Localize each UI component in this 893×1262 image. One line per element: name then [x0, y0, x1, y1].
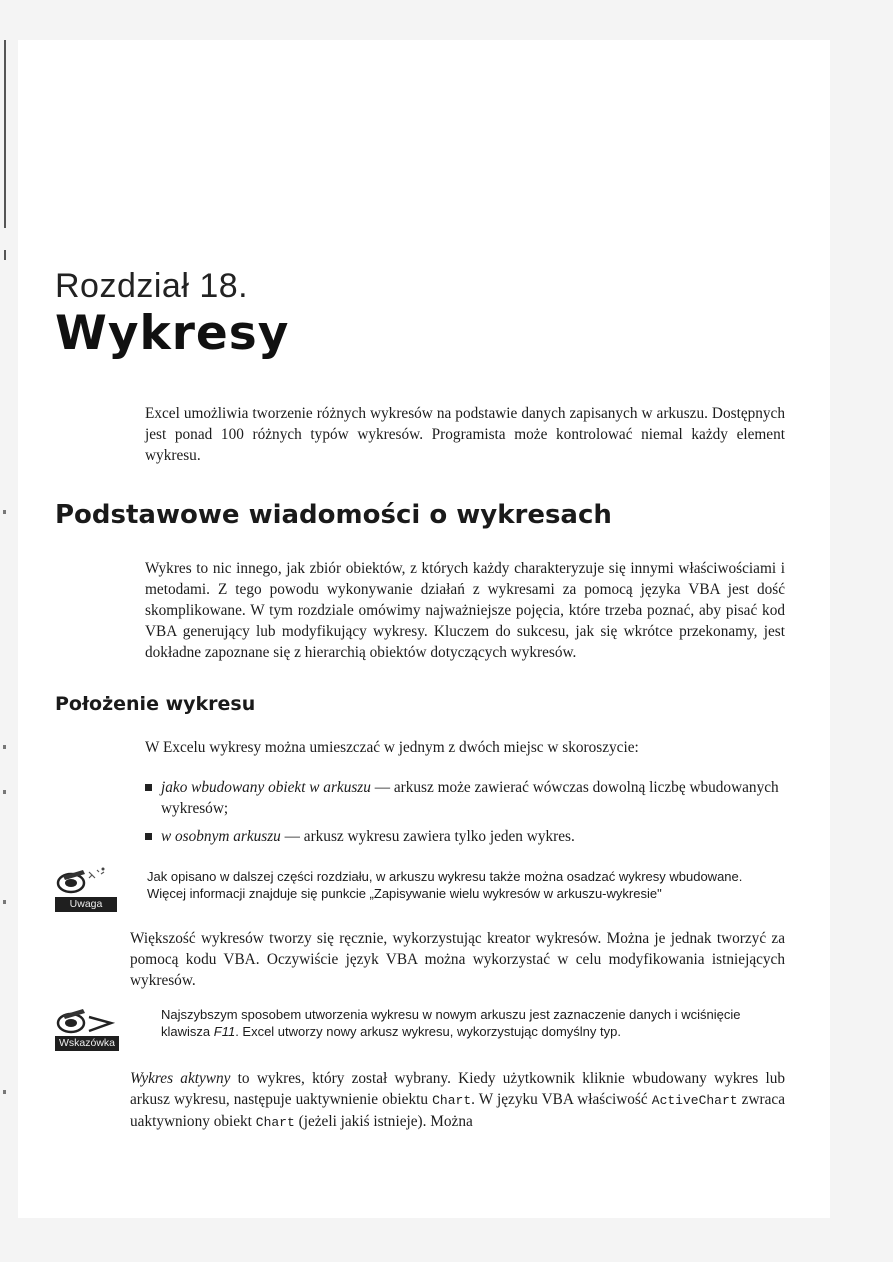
- chapter-number: Rozdział 18.: [55, 267, 249, 305]
- scan-mark: [3, 510, 6, 514]
- list-item-text: [161, 777, 786, 819]
- tip-pointer-icon: [55, 1005, 119, 1037]
- list-item-rest: — arkusz wykresu zawiera tylko jeden wykres.: [280, 828, 575, 845]
- tip-text-part: . Excel utworzy nowy arkusz wykresu, wykorzystując domyślny typ.: [235, 1024, 621, 1039]
- list-item-emphasis: w osobnym arkuszu: [161, 828, 281, 845]
- tip-text-part: Najszybszym sposobem utworzenia wykresu w nowym arkuszu jest zaznaczenie danych i wciśnięcie klawisza: [161, 1007, 741, 1039]
- section-paragraph: Wykres to nic innego, jak zbiór obiektów, z których każdy charakteryzuje się innymi właściwościami i metodami. Z tego powodu wykonywanie działań z wykresami za pomocą języka VBA jest dość skomplikowane. W tym rozdziale omówimy najważniejsze pojęcia, które trzeba poznać, aby pisać kod VBA generujący lub modyfikujący wykresy. Kluczem do sukcesu, jak się wkrótce przekonamy, jest dokładne zapoznane się z hierarchią obiektów dotyczących wykresów.: [145, 560, 785, 661]
- chapter-title: Wykresy: [55, 306, 290, 361]
- body-paragraph: [130, 1068, 785, 1133]
- scan-edge-line: [4, 250, 6, 260]
- scan-edge-line: [4, 40, 6, 228]
- subsection-heading: Położenie wykresu: [55, 693, 256, 715]
- paragraph-text: zwraca uaktywniony obiekt: [130, 1091, 785, 1130]
- bullet-square: [145, 784, 152, 791]
- body-paragraph: Większość wykresów tworzy się ręcznie, wykorzystując kreator wykresów. Można je jednak tworzyć za pomocą kodu VBA. Oczywiście język VBA można wykorzystać w celu modyfikowania istniejących wykresów.: [130, 930, 785, 989]
- lead-paragraph: W Excelu wykresy można umieszczać w jednym z dwóch miejsc w skoroszycie:: [145, 739, 639, 756]
- scan-mark: [3, 1090, 6, 1094]
- tip-label: Wskazówka: [55, 1036, 119, 1051]
- list-item-rest: — arkusz może zawierać wówczas dowolną liczbę wbudowanych wykresów;: [161, 779, 779, 817]
- section-heading: Podstawowe wiadomości o wykresach: [55, 500, 612, 530]
- list-item-text: [161, 826, 786, 847]
- paragraph-text: . W języku VBA właściwość: [471, 1091, 652, 1108]
- code-term: ActiveChart: [651, 1093, 738, 1108]
- scan-mark: [3, 790, 6, 794]
- scan-mark: [3, 745, 6, 749]
- note-label: Uwaga: [55, 897, 117, 912]
- list-item-emphasis: jako wbudowany obiekt w arkuszu: [161, 779, 371, 796]
- note-text: Jak opisano w dalszej części rozdziału, w arkuszu wykresu także można osadzać wykresy wbudowane. Więcej informacji znajduje się punkcie „Zapisywanie wielu wykresów w arkuszu-wykresie": [147, 869, 743, 901]
- tip-text: [161, 1006, 781, 1040]
- term-emphasis: Wykres aktywny: [130, 1070, 231, 1087]
- code-term: Chart: [432, 1093, 472, 1108]
- note-pencil-icon: [55, 866, 117, 898]
- bullet-square: [145, 833, 152, 840]
- code-term: Chart: [255, 1115, 295, 1130]
- intro-paragraph: Excel umożliwia tworzenie różnych wykresów na podstawie danych zapisanych w arkuszu. Dostępnych jest ponad 100 różnych typów wykresów. Programista może kontrolować niemal każdy element wykresu.: [145, 405, 785, 464]
- paragraph-text: (jeżeli jakiś istnieje). Można: [294, 1113, 473, 1130]
- paragraph-text: to wykres, który został wybrany. Kiedy użytkownik kliknie wbudowany wykres lub arkusz wykresu, następuje uaktywnienie obiektu: [130, 1070, 785, 1108]
- tip-icon: [55, 1005, 119, 1051]
- scan-mark: [3, 900, 6, 904]
- key-name: F11: [213, 1024, 236, 1039]
- note-icon: [55, 866, 117, 912]
